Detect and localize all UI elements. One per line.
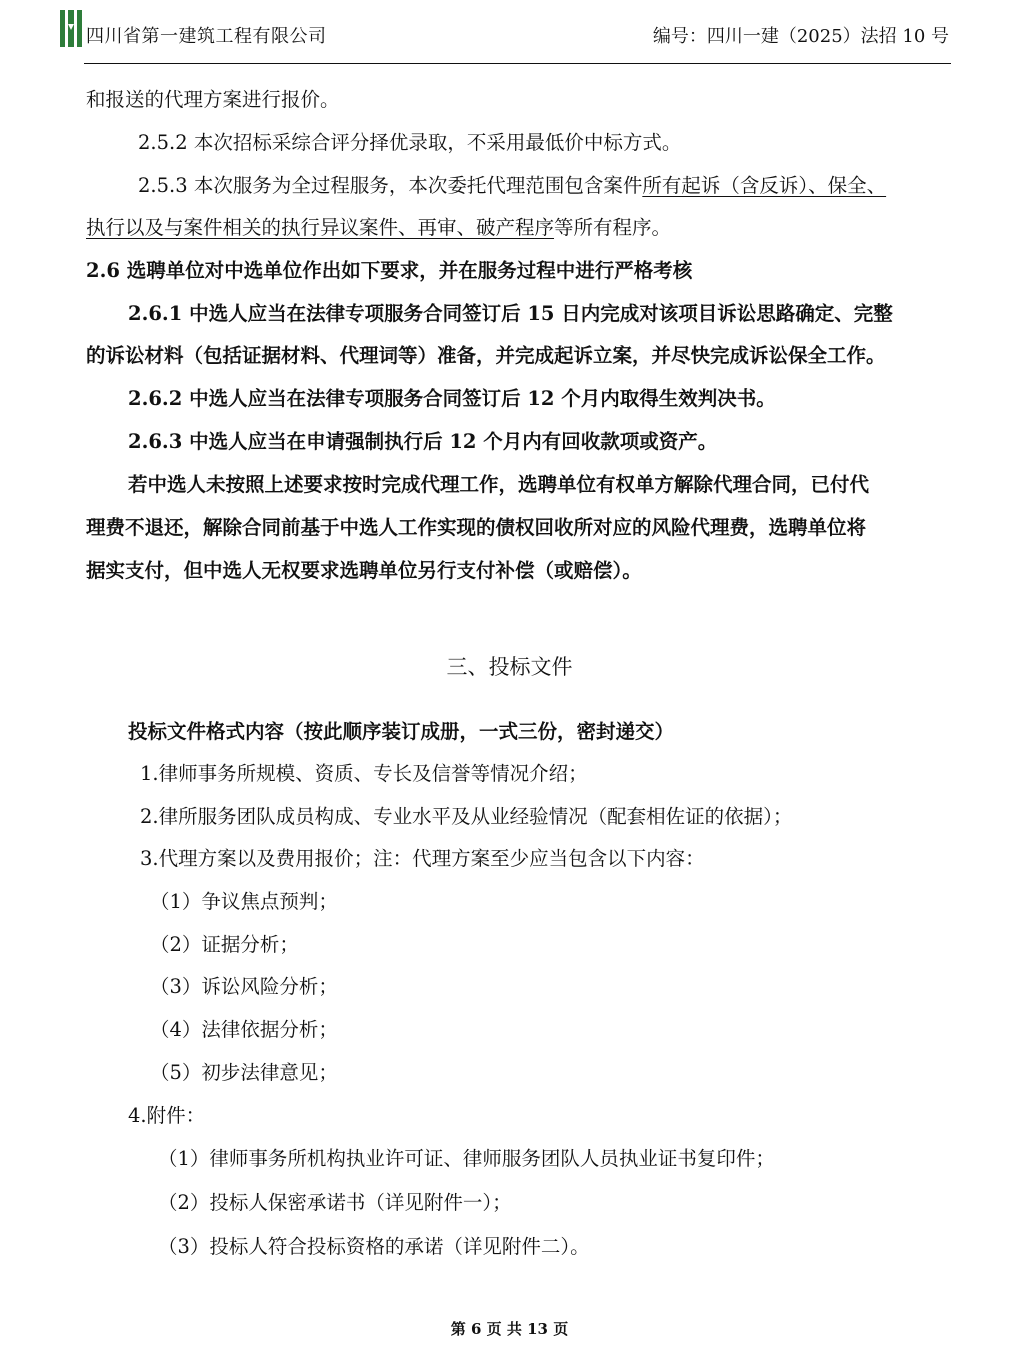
list-item: 4.附件： bbox=[128, 1104, 206, 1127]
paragraph-2-6-3: 2.6.3 中选人应当在申请强制执行后 12 个月内有回收款项或资产。 bbox=[128, 430, 718, 453]
paragraph-penalty-line2: 理费不退还，解除合同前基于中选人工作实现的债权回收所对应的风险代理费，选聘单位将 bbox=[86, 516, 867, 539]
bid-doc-intro: 投标文件格式内容（按此顺序装订成册，一式三份，密封递交） bbox=[128, 720, 675, 743]
list-item: 2.律所服务团队成员构成、专业水平及从业经验情况（配套相佐证的依据）； bbox=[140, 805, 793, 828]
paragraph-2-5-3-line1: 2.5.3 本次服务为全过程服务，本次委托代理范围包含案件所有起诉（含反诉）、保全、 bbox=[138, 174, 887, 197]
paragraph-2-6-1-line2: 的诉讼材料（包括证据材料、代理词等）准备，并完成起诉立案，并尽快完成诉讼保全工作。 bbox=[86, 344, 886, 367]
paragraph-2-5-3-line2: 执行以及与案件相关的执行异议案件、再审、破产程序等所有程序。 bbox=[86, 216, 672, 239]
paragraph-2-5-2: 2.5.2 本次招标采综合评分择优录取，不采用最低价中标方式。 bbox=[138, 131, 682, 154]
attachment-item: （3）投标人符合投标资格的承诺（详见附件二）。 bbox=[158, 1235, 590, 1258]
company-logo bbox=[60, 10, 82, 47]
logo-text: HUASHI bbox=[68, 30, 72, 44]
paragraph-2-6-2: 2.6.2 中选人应当在法律专项服务合同签订后 12 个月内取得生效判决书。 bbox=[128, 387, 776, 410]
page-number: 第 6 页 共 13 页 bbox=[450, 1320, 569, 1338]
underlined-scope-2: 执行以及与案件相关的执行异议案件、再审、破产程序 bbox=[86, 216, 555, 239]
list-item: 3.代理方案以及费用报价；注：代理方案至少应当包含以下内容： bbox=[140, 847, 705, 870]
company-name: 四川省第一建筑工程有限公司 bbox=[86, 26, 327, 47]
attachment-item: （2）投标人保密承诺书（详见附件一）； bbox=[158, 1191, 512, 1214]
heading-2-6: 2.6 选聘单位对中选单位作出如下要求，并在服务过程中进行严格考核 bbox=[86, 259, 693, 282]
paragraph-penalty-line3: 据实支付，但中选人无权要求选聘单位另行支付补偿（或赔偿）。 bbox=[86, 559, 642, 582]
attachment-item: （1）律师事务所机构执业许可证、律师服务团队人员执业证书复印件； bbox=[158, 1147, 775, 1170]
section-title: 三、投标文件 bbox=[446, 655, 573, 679]
paragraph-continuation: 和报送的代理方案进行报价。 bbox=[86, 88, 340, 111]
list-item: 1.律师事务所规模、资质、专长及信誉等情况介绍； bbox=[140, 762, 588, 785]
sub-list-item: （3）诉讼风险分析； bbox=[150, 975, 338, 998]
sub-list-item: （2）证据分析； bbox=[150, 933, 299, 956]
document-number: 编号：四川一建（2025）法招 10 号 bbox=[652, 26, 949, 47]
sub-list-item: （4）法律依据分析； bbox=[150, 1018, 338, 1041]
underlined-scope-1: 所有起诉（含反诉）、保全、 bbox=[642, 174, 887, 197]
paragraph-2-6-1-line1: 2.6.1 中选人应当在法律专项服务合同签订后 15 日内完成对该项目诉讼思路确定、完整 bbox=[128, 302, 893, 325]
header-divider bbox=[84, 63, 951, 64]
sub-list-item: （1）争议焦点预判； bbox=[150, 890, 338, 913]
sub-list-item: （5）初步法律意见； bbox=[150, 1061, 338, 1084]
paragraph-penalty-line1: 若中选人未按照上述要求按时完成代理工作，选聘单位有权单方解除代理合同，已付代 bbox=[128, 473, 870, 496]
